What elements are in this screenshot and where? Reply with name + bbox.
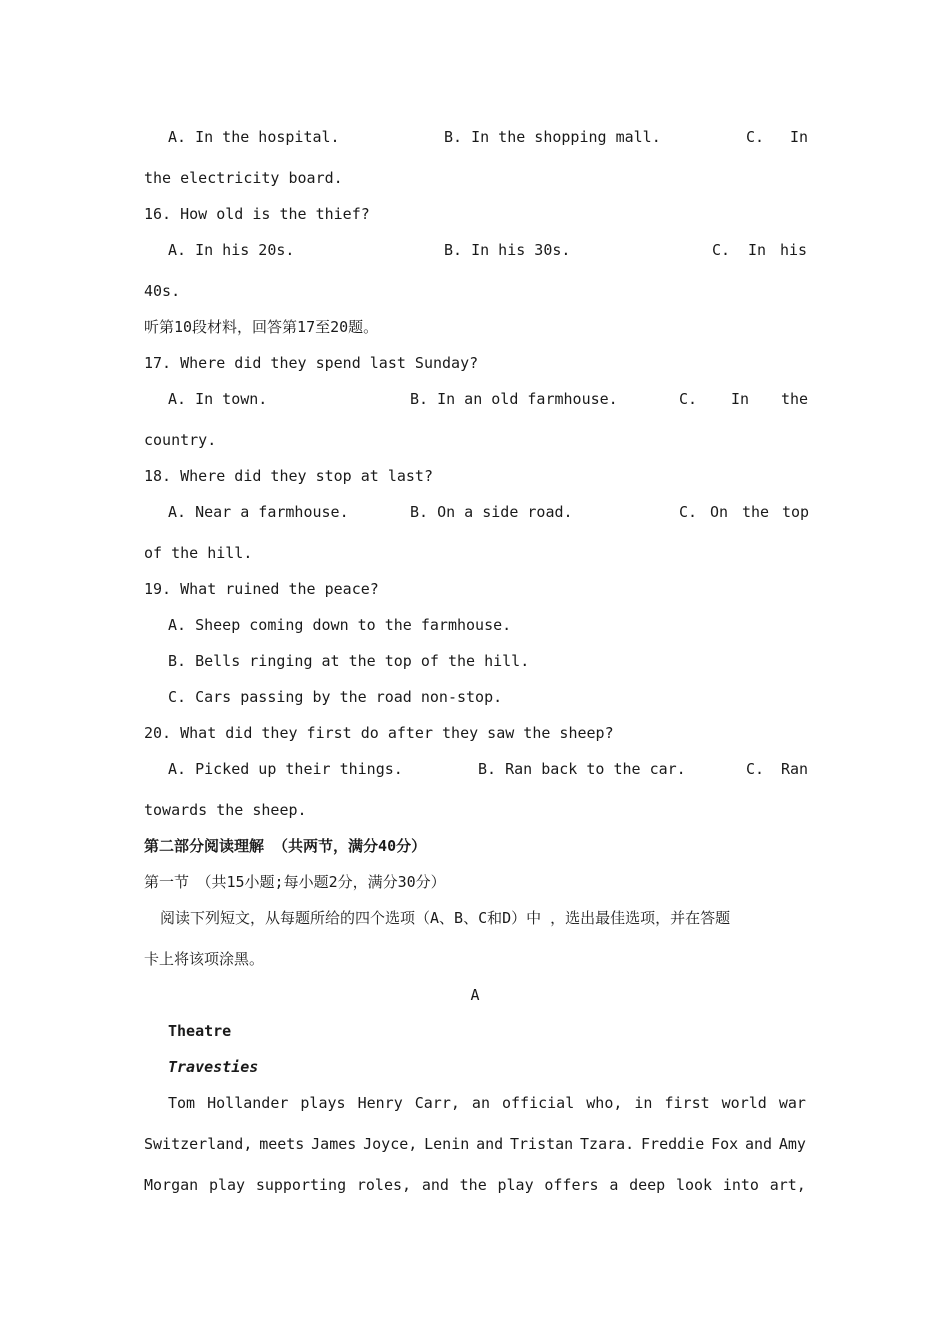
passage-word: supporting — [255, 1176, 347, 1194]
passage-word: Amy — [778, 1135, 806, 1153]
q15-option-a: A. In the hospital. — [168, 128, 340, 146]
passage-title: Travesties — [168, 1058, 259, 1076]
passage-word: and — [744, 1135, 773, 1153]
q20-question: 20. What did they first do after they saw the sheep? — [144, 724, 614, 742]
part2-instruction-line1: 阅读下列短文，从每题所给的四个选项（A、B、C和D）中 ，选出最佳选项，并在答题 — [160, 909, 731, 927]
q16-option-c-text: In — [748, 241, 767, 259]
q19-option-c: C. Cars passing by the road non-stop. — [168, 688, 503, 706]
passage-word: Lenin — [424, 1135, 470, 1153]
passage-word: world — [721, 1094, 767, 1112]
q18-option-c-label: C. — [679, 503, 698, 521]
q15-option-c-continued: the electricity board. — [144, 169, 343, 187]
q15-option-c-label: C. — [746, 128, 765, 146]
passage-word: the — [459, 1176, 487, 1194]
passage-word: Fox — [711, 1135, 739, 1153]
passage-word: Tom — [168, 1094, 196, 1112]
passage-word: into — [722, 1176, 759, 1194]
q20-option-b: B. Ran back to the car. — [478, 760, 686, 778]
q16-option-b: B. In his 30s. — [444, 241, 571, 259]
q17-question: 17. Where did they spend last Sunday? — [144, 354, 479, 372]
passage-word: Tristan — [510, 1135, 574, 1153]
q18-option-c-text: On — [710, 503, 729, 521]
passage-word: who, — [586, 1094, 623, 1112]
passage-word: an — [471, 1094, 490, 1112]
passage-word: Tzara. — [580, 1135, 635, 1153]
q17-option-b: B. In an old farmhouse. — [410, 390, 618, 408]
q19-question: 19. What ruined the peace? — [144, 580, 379, 598]
passage-word: Switzerland, — [144, 1135, 253, 1153]
q18-option-c-continued: of the hill. — [144, 544, 253, 562]
q20-option-c-label: C. — [746, 760, 765, 778]
q20-option-c-continued: towards the sheep. — [144, 801, 307, 819]
passage-word: play — [208, 1176, 246, 1194]
section-10-instruction: 听第10段材料，回答第17至20题。 — [144, 318, 379, 336]
passage-word: James — [311, 1135, 357, 1153]
q15-option-c-text: In — [790, 128, 809, 146]
passage-word: Hollander — [207, 1094, 289, 1112]
passage-word: art, — [769, 1176, 806, 1194]
q17-option-c-text-2: the — [781, 390, 809, 408]
q16-option-c-label: C. — [712, 241, 731, 259]
passage-word: deep — [629, 1176, 666, 1194]
q18-option-a: A. Near a farmhouse. — [168, 503, 349, 521]
passage-word: Joyce, — [363, 1135, 418, 1153]
passage-word: official — [502, 1094, 575, 1112]
passage-word: roles, — [356, 1176, 412, 1194]
q16-question: 16. How old is the thief? — [144, 205, 370, 223]
q20-option-c-text: Ran — [781, 760, 809, 778]
part2-section1-heading: 第一节 （共15小题;每小题2分，满分30分） — [144, 873, 446, 891]
q17-option-a: A. In town. — [168, 390, 268, 408]
q19-option-b: B. Bells ringing at the top of the hill. — [168, 652, 530, 670]
q18-option-b: B. On a side road. — [410, 503, 573, 521]
q16-option-c-continued: 40s. — [144, 282, 181, 300]
passage-word: and — [421, 1176, 449, 1194]
q15-option-b: B. In the shopping mall. — [444, 128, 661, 146]
passage-line-2 — [144, 1134, 806, 1154]
passage-word: look — [675, 1176, 713, 1194]
q16-option-c-text-2: his — [780, 241, 808, 259]
q18-option-c-text-3: top — [782, 503, 810, 521]
part2-instruction-line2: 卡上将该项涂黑。 — [144, 950, 265, 968]
passage-word: meets — [259, 1135, 305, 1153]
passage-word: offers — [544, 1176, 599, 1194]
passage-word: first — [664, 1094, 710, 1112]
passage-word: war — [778, 1094, 806, 1112]
passage-line-1 — [168, 1093, 806, 1113]
passage-word: Freddie — [641, 1135, 705, 1153]
passage-word: Morgan — [144, 1176, 199, 1194]
q20-option-a: A. Picked up their things. — [168, 760, 403, 778]
passage-word: Henry — [357, 1094, 403, 1112]
q19-option-a: A. Sheep coming down to the farmhouse. — [168, 616, 512, 634]
passage-line-3 — [144, 1175, 806, 1195]
passage-letter: A — [470, 986, 480, 1004]
q17-option-c-text: In — [731, 390, 750, 408]
passage-word: Carr, — [414, 1094, 460, 1112]
q18-question: 18. Where did they stop at last? — [144, 467, 433, 485]
passage-word: in — [634, 1094, 653, 1112]
passage-word: plays — [300, 1094, 346, 1112]
q18-option-c-text-2: the — [742, 503, 770, 521]
q16-option-a: A. In his 20s. — [168, 241, 295, 259]
q17-option-c-label: C. — [679, 390, 698, 408]
part2-heading: 第二部分阅读理解 （共两节，满分40分） — [144, 837, 427, 855]
passage-category: Theatre — [168, 1022, 232, 1040]
passage-word: play — [497, 1176, 534, 1194]
q17-option-c-continued: country. — [144, 431, 217, 449]
passage-word: a — [609, 1176, 619, 1194]
passage-word: and — [476, 1135, 504, 1153]
